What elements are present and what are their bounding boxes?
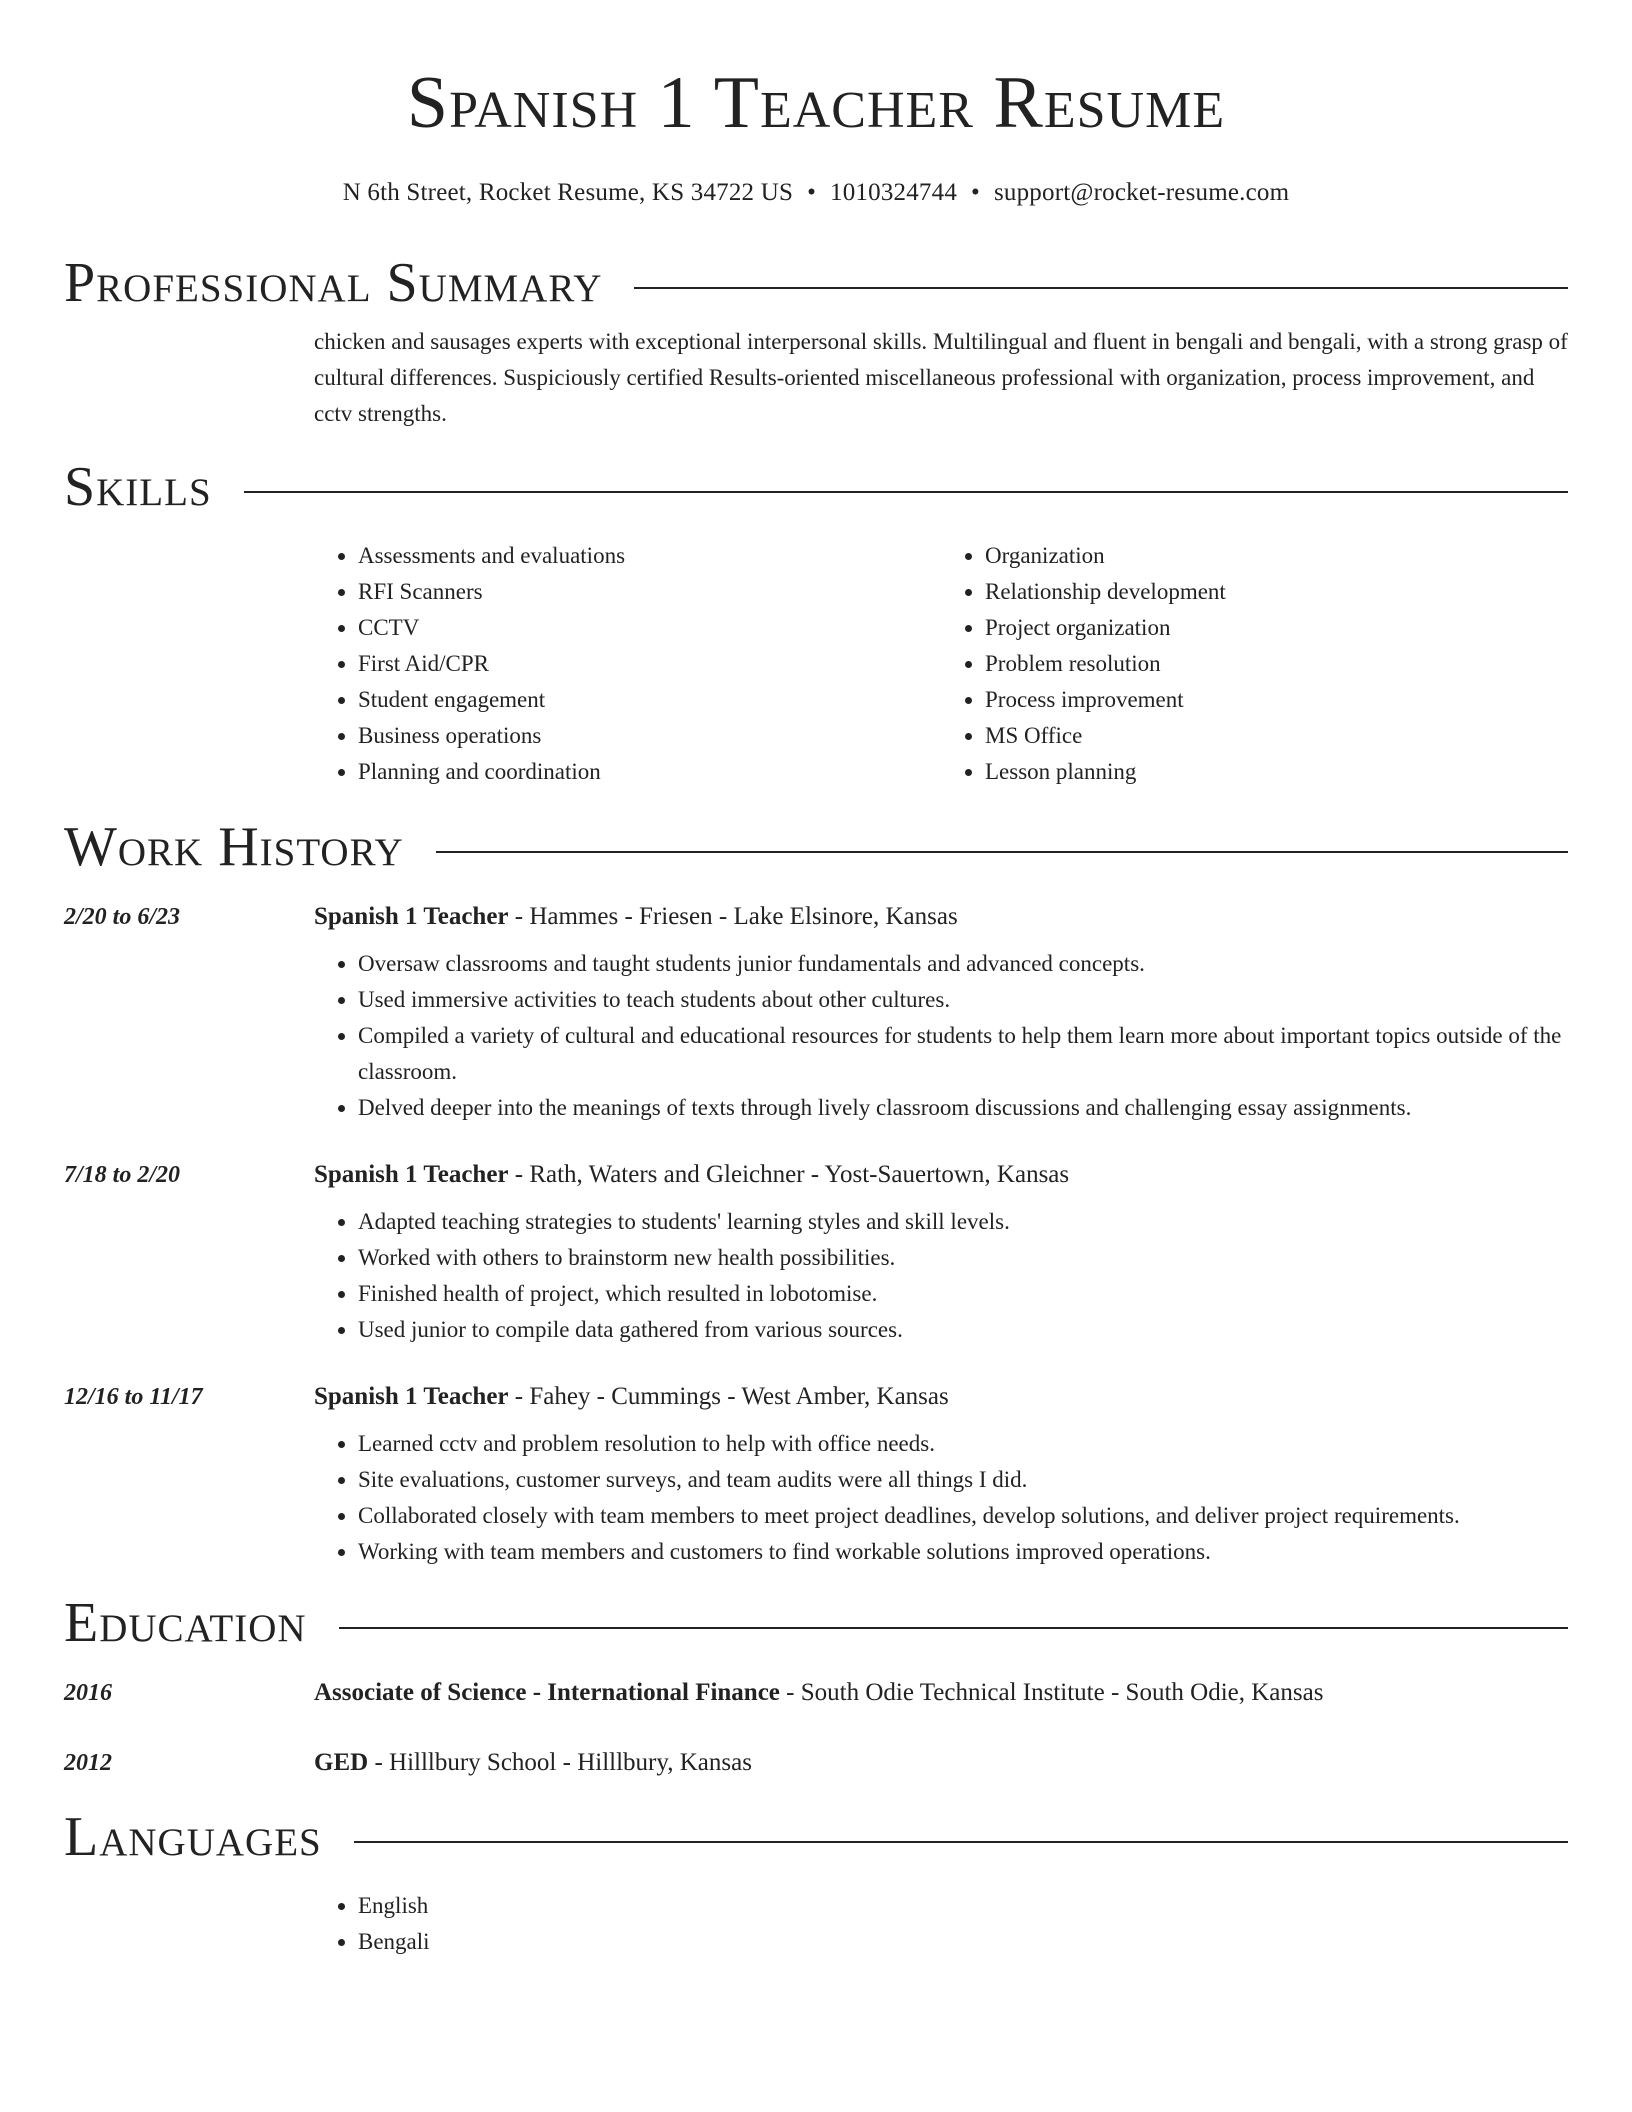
job-content	[314, 1154, 1568, 1348]
skill-item: • Lesson planning	[985, 754, 1568, 790]
education-entry	[64, 1672, 1568, 1714]
job-title: Spanish 1 Teacher	[314, 903, 509, 930]
job-employer: - Hammes - Friesen - Lake Elsinore, Kansas	[508, 903, 958, 930]
education-details	[314, 1742, 1568, 1784]
job-bullet: • Compiled a variety of cultural and educational resources for students to help them learn more about important topics outside of the classroom.	[358, 1018, 1568, 1090]
skill-item: • CCTV	[358, 610, 941, 646]
work-heading: Work History	[64, 816, 404, 878]
job-content	[314, 1376, 1568, 1570]
resume-title: Spanish 1 Teacher Resume	[406, 62, 1226, 144]
languages-heading: Languages	[64, 1806, 322, 1868]
job-bullets	[314, 1426, 1568, 1570]
education-heading: Education	[64, 1592, 307, 1654]
job-bullet: • Collaborated closely with team members to meet project deadlines, develop solutions, and deliver project requirements.	[358, 1498, 1568, 1534]
section-divider	[634, 287, 1568, 289]
job-bullet: • Learned cctv and problem resolution to help with office needs.	[358, 1426, 1568, 1462]
skill-item: • Planning and coordination	[358, 754, 941, 790]
contact-separator: •	[807, 179, 817, 206]
job-bullets	[314, 1204, 1568, 1348]
language-item: • Bengali	[358, 1924, 1568, 1960]
job-bullet: • Delved deeper into the meanings of texts through lively classroom discussions and challenging essay assignments.	[358, 1090, 1568, 1126]
contact-email: support@rocket-resume.com	[993, 179, 1290, 206]
job-bullets	[314, 946, 1568, 1126]
skill-item: • MS Office	[985, 718, 1568, 754]
skill-item: • Problem resolution	[985, 646, 1568, 682]
job-title: Spanish 1 Teacher	[314, 1383, 509, 1410]
skill-item: • Business operations	[358, 718, 941, 754]
job-bullet: • Working with team members and customers to find workable solutions improved operations.	[358, 1534, 1568, 1570]
work-section-header	[64, 812, 1568, 882]
job-bullet: • Finished health of project, which resulted in lobotomise.	[358, 1276, 1568, 1312]
languages-section-header	[64, 1802, 1568, 1872]
education-school: - Hilllbury School - Hilllbury, Kansas	[368, 1749, 752, 1776]
skill-item: • Assessments and evaluations	[358, 538, 941, 574]
job-content	[314, 896, 1568, 1126]
skill-item: • Organization	[985, 538, 1568, 574]
education-year: 2012	[64, 1750, 112, 1776]
summary-text: chicken and sausages experts with exceptional interpersonal skills. Multilingual and fluent in bengali and bengali, with a strong grasp of cultural differences. Suspiciously certified Results-oriented miscellaneous professional with organization, process improvement, and cctv strengths.	[314, 329, 1568, 426]
job-heading	[314, 1154, 1568, 1196]
job-heading	[314, 1376, 1568, 1418]
skill-item: • Student engagement	[358, 682, 941, 718]
skills-section-header	[64, 452, 1568, 522]
education-school: - South Odie Technical Institute - South Odie, Kansas	[779, 1679, 1324, 1706]
skill-item: • Project organization	[985, 610, 1568, 646]
section-divider	[339, 1627, 1568, 1629]
job-employer: - Fahey - Cummings - West Amber, Kansas	[508, 1383, 949, 1410]
contact-separator: •	[971, 179, 980, 206]
job-entry	[64, 1154, 1568, 1348]
skills-list-right	[941, 538, 1568, 790]
education-section-header	[64, 1588, 1568, 1658]
job-entry	[64, 896, 1568, 1126]
skill-item: • Relationship development	[985, 574, 1568, 610]
languages-list	[314, 1888, 1568, 1960]
job-bullet: • Worked with others to brainstorm new health possibilities.	[358, 1240, 1568, 1276]
education-degree: Associate of Science - International Finance	[314, 1679, 780, 1706]
summary-heading: Professional Summary	[64, 252, 603, 314]
job-dates: 2/20 to 6/23	[64, 904, 181, 930]
contact-line	[64, 176, 1568, 210]
job-bullet: • Used junior to compile data gathered from various sources.	[358, 1312, 1568, 1348]
section-divider	[244, 491, 1568, 493]
education-entry	[64, 1742, 1568, 1784]
job-bullet: • Used immersive activities to teach students about other cultures.	[358, 982, 1568, 1018]
languages-block	[314, 1888, 1568, 1960]
contact-phone: 1010324744	[830, 179, 958, 206]
job-bullet: • Oversaw classrooms and taught students junior fundamentals and advanced concepts.	[358, 946, 1568, 982]
job-entry	[64, 1376, 1568, 1570]
education-year: 2016	[64, 1680, 112, 1706]
summary-section-header	[64, 248, 1568, 318]
job-employer: - Rath, Waters and Gleichner - Yost-Sauertown, Kansas	[508, 1161, 1070, 1188]
job-bullet: • Site evaluations, customer surveys, and team audits were all things I did.	[358, 1462, 1568, 1498]
job-bullet: • Adapted teaching strategies to students' learning styles and skill levels.	[358, 1204, 1568, 1240]
education-details	[314, 1672, 1568, 1714]
resume-page	[64, 0, 1568, 1960]
skill-item: • First Aid/CPR	[358, 646, 941, 682]
section-divider	[354, 1841, 1568, 1843]
skills-list-left	[314, 538, 941, 790]
job-heading	[314, 896, 1568, 938]
job-title: Spanish 1 Teacher	[314, 1161, 509, 1188]
skill-item: • Process improvement	[985, 682, 1568, 718]
skills-grid	[314, 538, 1568, 790]
job-dates: 12/16 to 11/17	[64, 1384, 203, 1410]
education-degree: GED	[314, 1749, 369, 1776]
skill-item: • RFI Scanners	[358, 574, 941, 610]
skills-heading: Skills	[64, 456, 212, 518]
section-divider	[436, 851, 1568, 853]
language-item: • English	[358, 1888, 1568, 1924]
job-dates: 7/18 to 2/20	[64, 1162, 181, 1188]
contact-address: N 6th Street, Rocket Resume, KS 34722 US	[342, 179, 794, 206]
